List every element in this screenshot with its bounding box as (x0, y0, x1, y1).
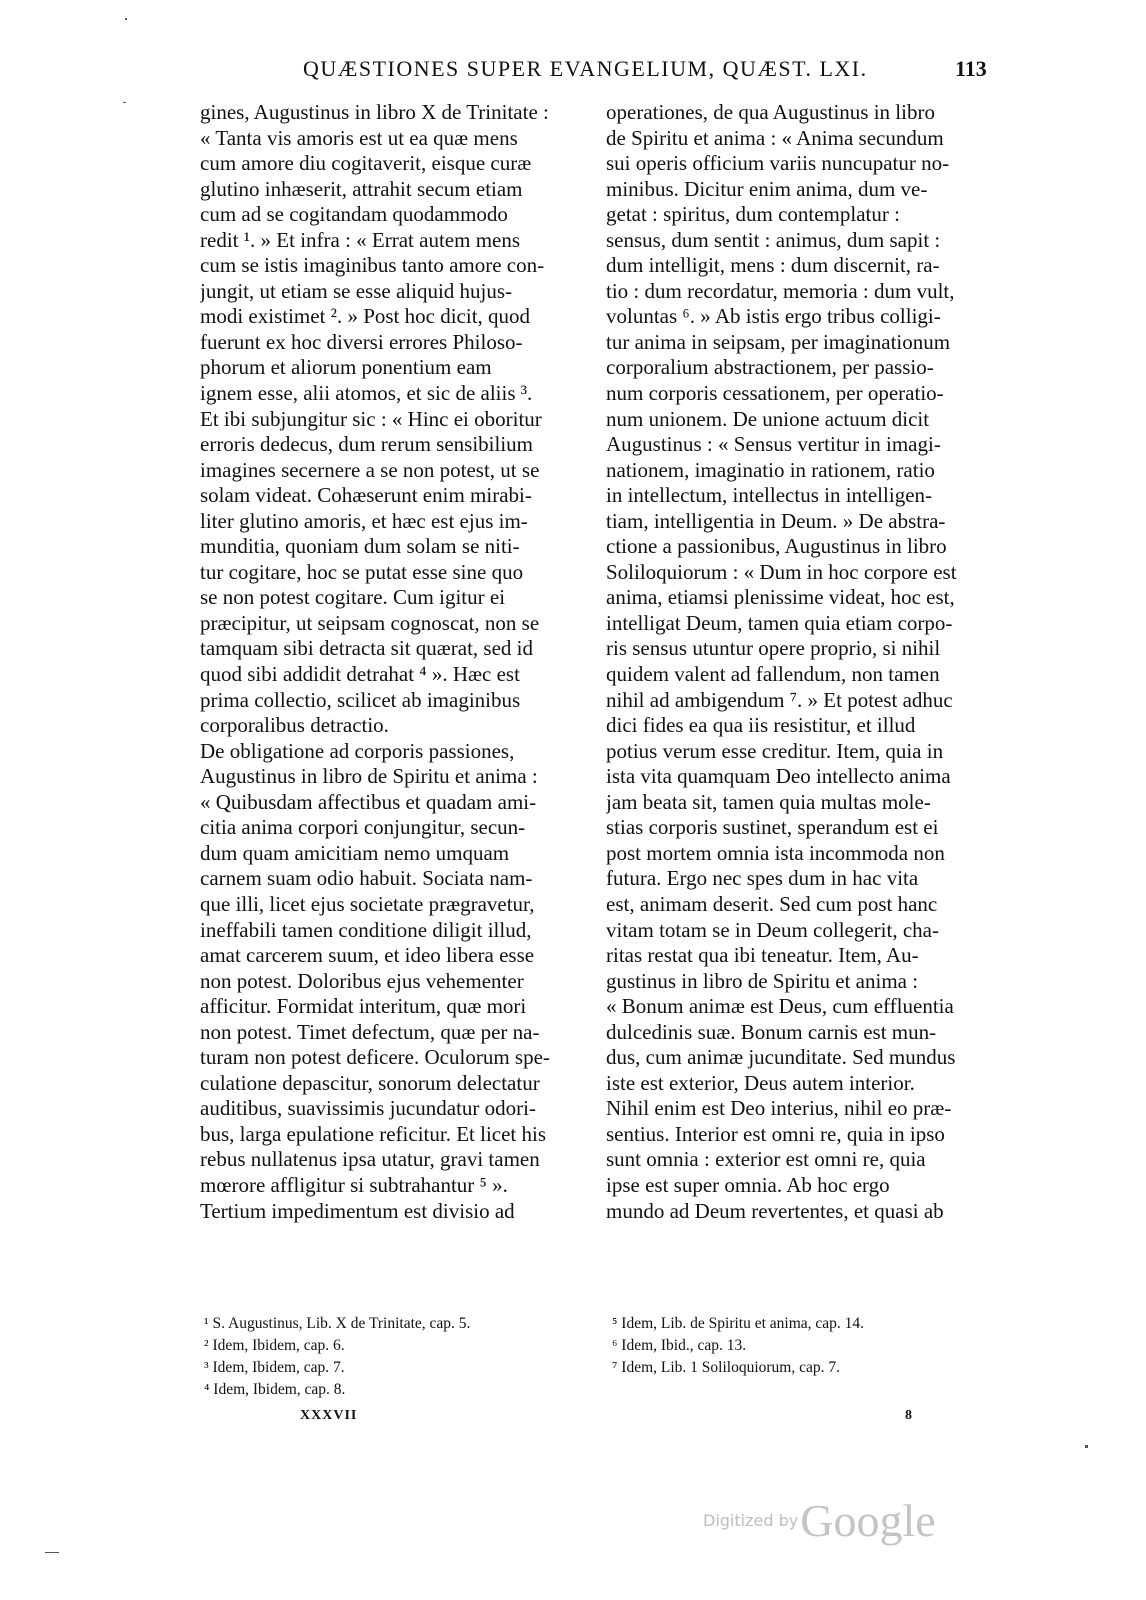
text-line: fuerunt ex hoc diversi errores Philoso- (200, 329, 523, 354)
text-line: « Bonum animæ est Deus, cum effluentia (606, 994, 954, 1019)
text-line: quidem valent ad fallendum, non tamen (606, 662, 940, 687)
text-line: turam non potest deficere. Oculorum spe- (200, 1045, 550, 1070)
scan-speck (123, 102, 126, 103)
text-line: non potest. Timet defectum, quæ per na- (200, 1019, 540, 1044)
text-line: amat carcerem suum, et ideo libera esse (200, 943, 535, 968)
footnotes-left (204, 1313, 594, 1401)
text-line: dum intelligit, mens : dum discernit, ra- (606, 253, 940, 278)
footnotes-right (612, 1313, 1002, 1379)
text-line: nihil ad ambigendum ⁷. » Et potest adhuc (606, 687, 953, 712)
text-line: num unionem. De unione actuum dicit (606, 406, 930, 431)
text-line: mundo ad Deum revertentes, et quasi ab (606, 1198, 944, 1223)
text-line: sensus, dum sentit : animus, dum sapit : (606, 227, 941, 252)
footnote: ³ Idem, Ibidem, cap. 7. (204, 1359, 345, 1376)
text-line: cum ad se cogitandam quodammodo (200, 202, 508, 227)
text-line: liter glutino amoris, et hæc est ejus im- (200, 508, 528, 533)
text-line: potius verum esse creditur. Item, quia in (606, 738, 944, 763)
text-line: cum se istis imaginibus tanto amore con- (200, 253, 545, 278)
text-line: culatione depascitur, sonorum delectatur (200, 1070, 540, 1095)
watermark-text: Digitized by (703, 1511, 799, 1530)
text-line: jungit, ut etiam se esse aliquid hujus- (200, 278, 513, 303)
printer-signature-mark: XXXVII (300, 1408, 358, 1423)
signature-number: 8 (905, 1408, 912, 1423)
footnote: ⁵ Idem, Lib. de Spiritu et anima, cap. 14. (612, 1315, 865, 1332)
text-line: nationem, imaginatio in rationem, ratio (606, 457, 935, 482)
text-line: anima, etiamsi plenissime videat, hoc est, (606, 585, 955, 610)
text-line: sunt omnia : exterior est omni re, quia (606, 1147, 926, 1172)
text-line: dici fides ea qua iis resistitur, et illud (606, 713, 916, 738)
footnote: ⁷ Idem, Lib. 1 Soliloquiorum, cap. 7. (612, 1359, 840, 1376)
text-line: mœrore affligitur si subtrahantur ⁵ ». (200, 1172, 508, 1197)
text-line: Augustinus : « Sensus vertitur in imagi- (606, 432, 941, 457)
text-line: carnem suam odio habuit. Sociata nam- (200, 866, 533, 891)
text-line: bus, larga epulatione reficitur. Et licet his (200, 1121, 547, 1146)
text-line: redit ¹. » Et infra : « Errat autem mens (200, 227, 521, 252)
text-line: sentius. Interior est omni re, quia in ipso (606, 1121, 945, 1146)
text-line: phorum et aliorum ponentium eam (200, 355, 492, 380)
page-number: 113 (955, 56, 987, 81)
text-line: dus, cum animæ jucunditate. Sed mundus (606, 1045, 956, 1070)
text-line: prima collectio, scilicet ab imaginibus (200, 687, 521, 712)
text-line: tur cogitare, hoc se putat esse sine quo (200, 559, 524, 584)
footnote: ⁴ Idem, Ibidem, cap. 8. (204, 1381, 346, 1398)
scan-speck (125, 18, 127, 20)
text-line: quod sibi addidit detrahat ⁴ ». Hæc est (200, 662, 520, 687)
footnote: ⁶ Idem, Ibid., cap. 13. (612, 1337, 747, 1354)
text-line: que illi, licet ejus societate prægravetur, (200, 891, 535, 916)
google-logo: Google (800, 1495, 936, 1546)
text-line: ipse est super omnia. Ab hoc ergo (606, 1172, 890, 1197)
text-line: sui operis officium variis nuncupatur no- (606, 151, 950, 176)
text-line: voluntas ⁶. » Ab istis ergo tribus colligi- (606, 304, 941, 329)
text-line: ctione a passionibus, Augustinus in libro (606, 534, 947, 559)
text-line: Et ibi subjungitur sic : « Hinc ei oboritur (200, 406, 542, 431)
text-line: non potest. Doloribus ejus vehementer (200, 968, 524, 993)
digitization-watermark (703, 1494, 936, 1547)
text-line: num corporis cessationem, per operatio- (606, 381, 944, 406)
text-line: se non potest cogitare. Cum igitur ei (200, 585, 506, 610)
text-line: Augustinus in libro de Spiritu et anima : (200, 764, 538, 789)
text-line: minibus. Dicitur enim anima, dum ve- (606, 176, 928, 201)
text-line: tio : dum recordatur, memoria : dum vult, (606, 278, 955, 303)
footnote: ¹ S. Augustinus, Lib. X de Trinitate, cap. 5. (204, 1315, 471, 1332)
text-line: in intellectum, intellectus in intelligen- (606, 483, 933, 508)
footnote: ² Idem, Ibidem, cap. 6. (204, 1337, 345, 1354)
text-line: glutino inhæserit, attrahit secum etiam (200, 176, 523, 201)
text-line: getat : spiritus, dum contemplatur : (606, 202, 900, 227)
text-line: Nihil enim est Deo interius, nihil eo præ- (606, 1096, 952, 1121)
text-line: cum amore diu cogitaverit, eisque curæ (200, 151, 532, 176)
text-line: præcipitur, ut seipsam cognoscat, non se (200, 610, 540, 635)
text-line: « Quibusdam affectibus et quadam ami- (200, 789, 537, 814)
text-line: ineffabili tamen conditione diligit illud, (200, 917, 532, 942)
text-line: est, animam deserit. Sed cum post hanc (606, 891, 938, 916)
text-line: jam beata sit, tamen quia multas mole- (606, 789, 931, 814)
text-line: Soliloquiorum : « Dum in hoc corpore est (606, 559, 957, 584)
text-line: tiam, intelligentia in Deum. » De abstra- (606, 508, 946, 533)
text-line: ista vita quamquam Deo intellecto anima (606, 764, 951, 789)
text-line: operationes, de qua Augustinus in libro (606, 100, 935, 124)
left-text-column (200, 100, 590, 1224)
text-line: futura. Ergo nec spes dum in hac vita (606, 866, 919, 891)
text-line: « Tanta vis amoris est ut ea quæ mens (200, 125, 518, 150)
text-line: imagines secernere a se non potest, ut se (200, 457, 540, 482)
text-line: afficitur. Formidat interitum, quæ mori (200, 994, 527, 1019)
text-line: corporalibus detractio. (200, 713, 389, 738)
text-line: solam videat. Cohæserunt enim mirabi- (200, 483, 532, 508)
text-line: erroris dedecus, dum rerum sensibilium (200, 432, 534, 457)
text-line: stias corporis sustinet, sperandum est ei (606, 815, 939, 840)
text-line: post mortem omnia ista incommoda non (606, 840, 945, 865)
text-line: munditia, quoniam dum solam se niti- (200, 534, 520, 559)
scan-speck (45, 1552, 59, 1553)
text-line: vitam totam se in Deum collegerit, cha- (606, 917, 939, 942)
scan-speck (1085, 1445, 1088, 1448)
text-line: ris sensus utuntur opere proprio, si nihil (606, 636, 941, 661)
text-line: modi existimet ². » Post hoc dicit, quod (200, 304, 531, 329)
text-line: gines, Augustinus in libro X de Trinitate : (200, 100, 549, 124)
running-header-title: QUÆSTIONES SUPER EVANGELIUM, QUÆST. LXI. (303, 56, 868, 81)
text-line: dulcedinis suæ. Bonum carnis est mun- (606, 1019, 937, 1044)
right-text-column (606, 100, 996, 1224)
text-line: auditibus, suavissimis jucundatur odori- (200, 1096, 536, 1121)
text-line: citia anima corpori conjungitur, secun- (200, 815, 526, 840)
text-line: ignem esse, alii atomos, et sic de aliis ³. (200, 381, 533, 406)
text-line: tamquam sibi detracta sit quærat, sed id (200, 636, 534, 661)
text-line: tur anima in seipsam, per imaginationum (606, 329, 951, 354)
text-line: de Spiritu et anima : « Anima secundum (606, 125, 944, 150)
text-line: intelligat Deum, tamen quia etiam corpo- (606, 610, 953, 635)
text-line: corporalium abstractionem, per passio- (606, 355, 934, 380)
text-line: Tertium impedimentum est divisio ad (200, 1198, 515, 1223)
text-line: gustinus in libro de Spiritu et anima : (606, 968, 919, 993)
text-line: iste est exterior, Deus autem interior. (606, 1070, 915, 1095)
text-line: rebus nullatenus ipsa utatur, gravi tamen (200, 1147, 540, 1172)
text-line: De obligatione ad corporis passiones, (200, 738, 515, 763)
text-line: ritas restat qua ibi teneatur. Item, Au- (606, 943, 919, 968)
text-line: dum quam amicitiam nemo umquam (200, 840, 510, 865)
